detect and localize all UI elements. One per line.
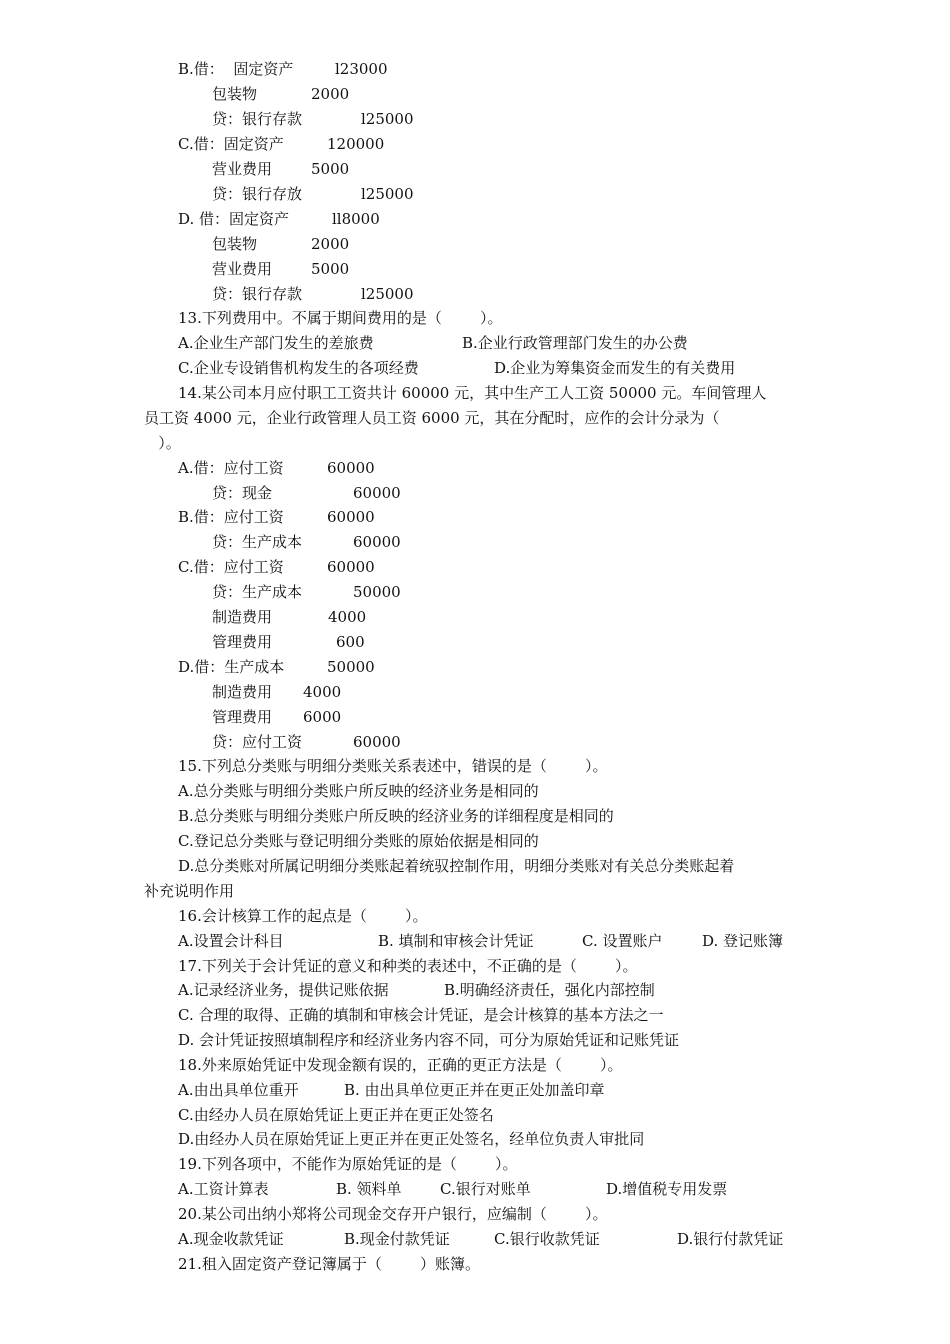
text-segment: 贷：银行存款: [212, 110, 303, 128]
text-segment: 员工资 4000 元，企业行政管理人员工资 6000 元，其在分配时，应作的会计分录为（: [144, 409, 720, 427]
text-segment: D.借：生产成本: [178, 658, 285, 676]
text-segment: 4000: [303, 683, 342, 701]
text-segment: 18.外来原始凭证中发现金额有误的，正确的更正方法是（ ）。: [178, 1056, 623, 1074]
text-segment: 60000: [327, 459, 375, 477]
text-segment: B. 由出具单位更正并在更正处加盖印章: [344, 1081, 605, 1099]
text-segment: 15.下列总分类账与明细分类账关系表述中，错误的是（ ）。: [178, 757, 608, 775]
text-segment: C.借：固定资产: [178, 135, 284, 153]
text-segment: 60000: [353, 484, 401, 502]
text-segment: 600: [336, 633, 365, 651]
text-segment: l25000: [361, 110, 414, 128]
text-segment: C.银行收款凭证: [494, 1230, 600, 1248]
text-segment: B.借： 固定资产: [178, 60, 294, 78]
text-segment: B.借：应付工资: [178, 508, 284, 526]
text-segment: 60000: [353, 733, 401, 751]
text-segment: 5000: [311, 160, 350, 178]
text-segment: 贷：现金: [212, 484, 273, 502]
text-segment: A.记录经济业务，提供记账依据: [178, 981, 389, 999]
text-segment: 贷：银行存款: [212, 285, 303, 303]
text-segment: 120000: [327, 135, 385, 153]
text-segment: C. 合理的取得、正确的填制和审核会计凭证，是会计核算的基本方法之一: [178, 1006, 664, 1024]
text-segment: A.由出具单位重开: [178, 1081, 299, 1099]
text-segment: B.总分类账与明细分类账户所反映的经济业务的详细程度是相同的: [178, 807, 614, 825]
text-segment: D.增值税专用发票: [606, 1180, 728, 1198]
text-segment: 营业费用: [212, 260, 273, 278]
text-segment: 贷：银行存放: [212, 185, 303, 203]
text-segment: 5000: [311, 260, 350, 278]
text-segment: C. 设置账户: [582, 932, 663, 950]
text-segment: ）。: [144, 434, 181, 452]
text-segment: 17.下列关于会计凭证的意义和种类的表述中，不正确的是（ ）。: [178, 957, 638, 975]
text-segment: 贷：生产成本: [212, 583, 303, 601]
text-segment: 20.某公司出纳小郑将公司现金交存开户银行，应编制（ ）。: [178, 1205, 608, 1223]
text-segment: C.银行对账单: [440, 1180, 531, 1198]
text-segment: A.借：应付工资: [178, 459, 284, 477]
text-segment: 2000: [311, 85, 350, 103]
text-segment: C.由经办人员在原始凭证上更正并在更正处签名: [178, 1106, 494, 1124]
text-segment: A.设置会计科目: [178, 932, 284, 950]
text-segment: D. 会计凭证按照填制程序和经济业务内容不同，可分为原始凭证和记账凭证: [178, 1031, 680, 1049]
text-segment: B. 领料单: [336, 1180, 402, 1198]
text-segment: 制造费用: [212, 608, 273, 626]
text-segment: D. 借：固定资产: [178, 210, 290, 228]
text-segment: 营业费用: [212, 160, 273, 178]
text-segment: C.登记总分类账与登记明细分类账的原始依据是相同的: [178, 832, 539, 850]
text-segment: 13.下列费用中。不属于期间费用的是（ ）。: [178, 309, 503, 327]
text-segment: 包装物: [212, 235, 258, 253]
text-segment: 60000: [327, 508, 375, 526]
text-segment: D.银行付款凭证: [677, 1230, 784, 1248]
text-segment: l23000: [335, 60, 388, 78]
text-segment: 管理费用: [212, 633, 273, 651]
text-segment: A.总分类账与明细分类账户所反映的经济业务是相同的: [178, 782, 539, 800]
text-segment: 60000: [327, 558, 375, 576]
text-segment: D. 登记账簿: [702, 932, 784, 950]
text-segment: 60000: [353, 533, 401, 551]
text-segment: D.由经办人员在原始凭证上更正并在更正处签名，经单位负责人审批同: [178, 1130, 645, 1148]
text-segment: 制造费用: [212, 683, 273, 701]
text-segment: 14.某公司本月应付职工工资共计 60000 元，其中生产工人工资 50000 元。车间管理人: [178, 384, 767, 402]
text-segment: C.企业专设销售机构发生的各项经费: [178, 359, 419, 377]
text-segment: 2000: [311, 235, 350, 253]
text-segment: B.现金付款凭证: [344, 1230, 450, 1248]
text-segment: D.总分类账对所属记明细分类账起着统驭控制作用，明细分类账对有关总分类账起着: [178, 857, 735, 875]
text-segment: 贷：生产成本: [212, 533, 303, 551]
text-segment: 6000: [303, 708, 342, 726]
text-segment: A.现金收款凭证: [178, 1230, 284, 1248]
text-segment: l25000: [361, 185, 414, 203]
text-segment: B.明确经济责任，强化内部控制: [444, 981, 655, 999]
text-segment: 19.下列各项中，不能作为原始凭证的是（ ）。: [178, 1155, 518, 1173]
text-segment: A.工资计算表: [178, 1180, 269, 1198]
text-segment: B. 填制和审核会计凭证: [378, 932, 534, 950]
text-segment: D.企业为筹集资金而发生的有关费用: [494, 359, 736, 377]
text-segment: 4000: [328, 608, 367, 626]
text-segment: A.企业生产部门发生的差旅费: [178, 334, 374, 352]
text-segment: 管理费用: [212, 708, 273, 726]
text-segment: 21.租入固定资产登记簿属于（ ）账簿。: [178, 1255, 481, 1273]
text-segment: B.企业行政管理部门发生的办公费: [462, 334, 688, 352]
text-segment: 50000: [327, 658, 375, 676]
text-segment: 16.会计核算工作的起点是（ ）。: [178, 907, 428, 925]
text-segment: ll8000: [332, 210, 380, 228]
text-segment: 50000: [353, 583, 401, 601]
text-segment: l25000: [361, 285, 414, 303]
text-segment: 包装物: [212, 85, 258, 103]
text-segment: 贷：应付工资: [212, 733, 303, 751]
text-segment: C.借：应付工资: [178, 558, 284, 576]
text-segment: 补充说明作用: [144, 882, 235, 900]
